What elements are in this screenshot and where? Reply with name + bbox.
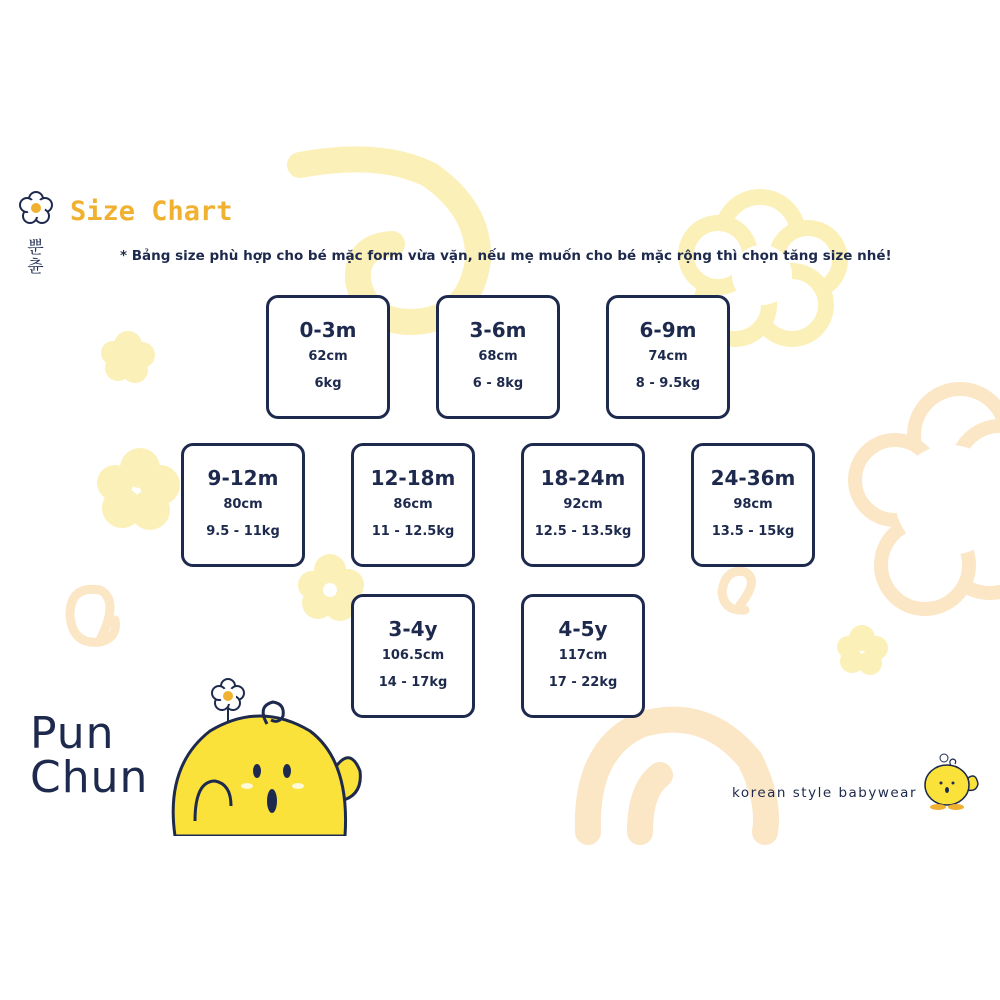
size-card-9-12m <box>181 443 305 567</box>
size-height: 98cm <box>733 497 773 512</box>
size-height: 106.5cm <box>381 648 445 663</box>
size-label: 12-18m <box>370 466 456 490</box>
page-title: Size Chart <box>70 196 233 227</box>
size-weight: 6 - 8kg <box>472 376 524 391</box>
size-height: 86cm <box>393 497 433 512</box>
size-weight: 14 - 17kg <box>378 675 448 690</box>
size-card-0-3m <box>266 295 390 419</box>
size-card-4-5y <box>521 594 645 718</box>
size-card-24-36m <box>691 443 815 567</box>
size-weight: 9.5 - 11kg <box>206 524 280 539</box>
size-label: 3-6m <box>469 318 527 342</box>
size-label: 9-12m <box>207 466 279 490</box>
flower-icon <box>18 190 54 226</box>
mascot-chick-small-icon <box>918 750 980 812</box>
size-height: 117cm <box>558 648 608 663</box>
size-note: * Bảng size phù hợp cho bé mặc form vừa vặn, nếu mẹ muốn cho bé mặc rộng thì chọn tăng size nhé! <box>120 248 892 264</box>
size-label: 4-5y <box>558 617 608 641</box>
size-weight: 6kg <box>314 376 342 391</box>
mascot-chick-icon <box>165 676 375 836</box>
size-height: 74cm <box>648 349 688 364</box>
size-label: 24-36m <box>710 466 796 490</box>
size-height: 92cm <box>563 497 603 512</box>
size-weight: 8 - 9.5kg <box>635 376 701 391</box>
brand-line-2: Chun <box>30 752 149 803</box>
size-card-3-6m <box>436 295 560 419</box>
size-card-18-24m <box>521 443 645 567</box>
size-label: 18-24m <box>540 466 626 490</box>
size-weight: 12.5 - 13.5kg <box>534 524 632 539</box>
size-height: 62cm <box>308 349 348 364</box>
size-label: 6-9m <box>639 318 697 342</box>
size-height: 68cm <box>478 349 518 364</box>
size-label: 0-3m <box>299 318 357 342</box>
size-label: 3-4y <box>388 617 438 641</box>
size-weight: 13.5 - 15kg <box>711 524 795 539</box>
brand-line-1: Pun <box>30 708 115 759</box>
size-card-6-9m <box>606 295 730 419</box>
size-card-12-18m <box>351 443 475 567</box>
size-weight: 11 - 12.5kg <box>371 524 455 539</box>
korean-brand-text: 뿐츈 <box>23 238 43 276</box>
size-height: 80cm <box>223 497 263 512</box>
size-weight: 17 - 22kg <box>548 675 618 690</box>
brand-tagline: korean style babywear <box>732 785 918 801</box>
